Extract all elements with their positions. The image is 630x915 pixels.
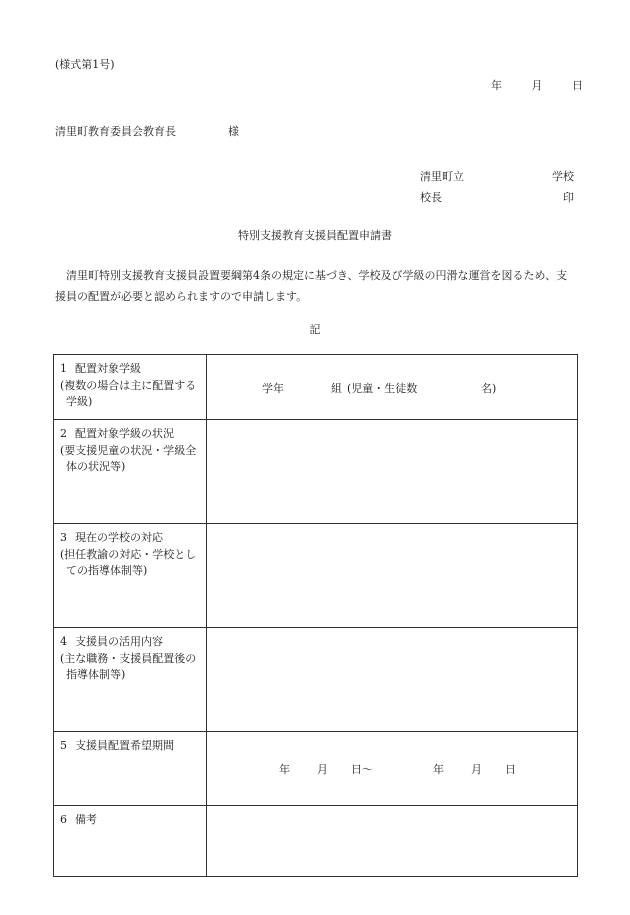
item-number: 3 — [60, 531, 67, 544]
remarks-field[interactable] — [207, 806, 578, 877]
school-suffix: 学校 — [552, 170, 574, 183]
student-count-unit: 名) — [481, 382, 497, 395]
row-label — [54, 806, 207, 877]
supporter-usage-field[interactable] — [207, 628, 578, 732]
application-table — [53, 354, 578, 877]
table-row — [54, 628, 578, 732]
class-status-field[interactable] — [207, 420, 578, 524]
item-number: 6 — [60, 813, 67, 826]
item-number: 5 — [60, 739, 67, 752]
class-label: 組 — [331, 382, 342, 395]
principal-line — [420, 189, 574, 205]
seal-mark: 印 — [563, 191, 574, 204]
date-day: 日 — [572, 79, 583, 92]
target-class-field[interactable] — [207, 355, 578, 420]
addressee-line — [55, 123, 239, 139]
table-row — [54, 732, 578, 806]
item-description: (複数の場合は主に配置する学級) — [60, 379, 197, 408]
row-label — [54, 524, 207, 628]
item-description: (主な職務・支援員配置後の指導体制等) — [60, 652, 197, 681]
addressee: 清里町教育委員会教育長 — [55, 125, 176, 138]
item-title: 備考 — [75, 813, 97, 826]
student-count-label: (児童・生徒数 — [347, 382, 418, 395]
end-month-label: 月 — [471, 763, 482, 776]
ki-heading: 記 — [309, 323, 321, 336]
item-title: 支援員配置希望期間 — [75, 739, 174, 752]
start-month-label: 月 — [317, 763, 328, 776]
form-number: (様式第1号) — [55, 58, 115, 71]
start-year-label: 年 — [279, 763, 290, 776]
row-label — [54, 355, 207, 420]
item-number: 4 — [60, 635, 67, 648]
period-field[interactable] — [207, 732, 578, 806]
end-day-label: 日 — [505, 763, 516, 776]
school-name-line — [420, 168, 574, 184]
item-title: 現在の学校の対応 — [75, 531, 163, 544]
table-row — [54, 355, 578, 420]
table-row — [54, 806, 578, 877]
item-description: (担任教諭の対応・学校としての指導体制等) — [60, 548, 197, 577]
item-title: 支援員の活用内容 — [75, 635, 163, 648]
item-title: 配置対象学級 — [75, 362, 141, 375]
row-label — [54, 628, 207, 732]
row-label — [54, 420, 207, 524]
table-row — [54, 420, 578, 524]
start-day-label: 日〜 — [351, 763, 373, 776]
item-number: 1 — [60, 362, 67, 375]
principal-label: 校長 — [420, 191, 442, 204]
end-year-label: 年 — [433, 763, 444, 776]
item-number: 2 — [60, 427, 67, 440]
row-label — [54, 732, 207, 806]
document-title: 特別支援教育支援員配置申請書 — [238, 229, 392, 242]
honorific: 様 — [228, 125, 239, 138]
item-description: (要支援児童の状況・学級全体の状況等) — [60, 444, 197, 473]
body-text: 清里町特別支援教育支援員設置要綱第4条の規定に基づき、学校及び学級の円滑な運営を図るため、支援員の配置が必要と認められますので申請します。 — [55, 269, 568, 303]
date-line — [491, 77, 583, 93]
grade-label: 学年 — [262, 382, 284, 395]
item-title: 配置対象学級の状況 — [75, 427, 174, 440]
date-year: 年 — [491, 79, 502, 92]
school-prefix: 清里町立 — [420, 170, 464, 183]
date-month: 月 — [531, 79, 543, 92]
school-response-field[interactable] — [207, 524, 578, 628]
table-row — [54, 524, 578, 628]
